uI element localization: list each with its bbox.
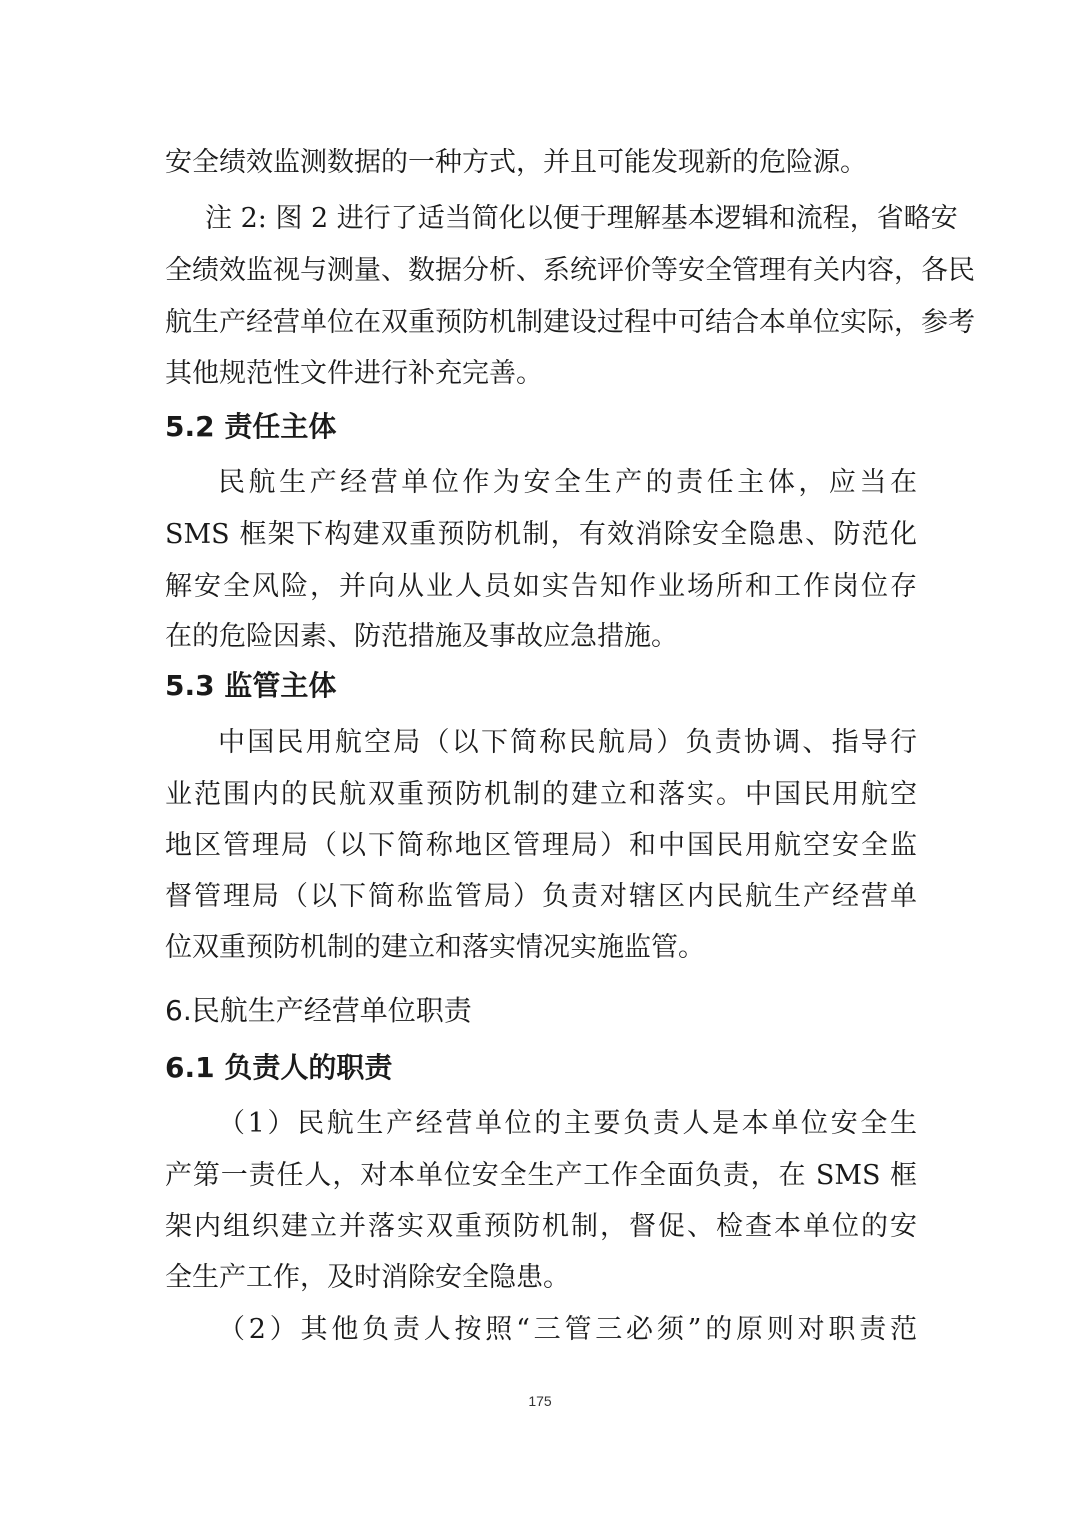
paragraph-line: 地区管理局（以下简称地区管理局）和中国民用航空安全监	[165, 830, 917, 861]
paragraph-line: 民航生产经营单位作为安全生产的责任主体，应当在	[218, 467, 917, 498]
paragraph-line: SMS 框架下构建双重预防机制，有效消除安全隐患、防范化	[165, 519, 917, 550]
paragraph-line: 全生产工作，及时消除安全隐患。	[165, 1262, 570, 1293]
paragraph-line: （1）民航生产经营单位的主要负责人是本单位安全生	[218, 1108, 917, 1139]
paragraph-line: 产第一责任人，对本单位安全生产工作全面负责，在 SMS 框	[165, 1160, 917, 1191]
paragraph-line: 在的危险因素、防范措施及事故应急措施。	[165, 621, 678, 652]
section-heading: 5.3 监管主体	[165, 669, 337, 702]
paragraph-line: 中国民用航空局（以下简称民航局）负责协调、指导行	[218, 727, 917, 758]
paragraph-line: 解安全风险，并向从业人员如实告知作业场所和工作岗位存	[165, 571, 917, 602]
chapter-heading: 6.民航生产经营单位职责	[165, 994, 472, 1027]
note-line: 其他规范性文件进行补充完善。	[165, 358, 543, 389]
paragraph-line: （2）其他负责人按照“三管三必须”的原则对职责范	[218, 1314, 917, 1345]
paragraph-line: 督管理局（以下简称监管局）负责对辖区内民航生产经营单	[165, 881, 917, 912]
section-heading: 5.2 责任主体	[165, 410, 337, 443]
note-line: 注 2: 图 2 进行了适当简化以便于理解基本逻辑和流程，省略安	[205, 203, 958, 234]
page-number: 175	[528, 1393, 552, 1409]
note-line: 航生产经营单位在双重预防机制建设过程中可结合本单位实际，参考	[165, 307, 975, 338]
paragraph-line: 位双重预防机制的建立和落实情况实施监管。	[165, 932, 705, 963]
paragraph-line: 架内组织建立并落实双重预防机制，督促、检查本单位的安	[165, 1211, 917, 1242]
note-line: 全绩效监视与测量、数据分析、系统评价等安全管理有关内容，各民	[165, 255, 975, 286]
section-heading: 6.1 负责人的职责	[165, 1051, 393, 1084]
paragraph-line: 安全绩效监测数据的一种方式，并且可能发现新的危险源。	[165, 147, 867, 178]
paragraph-line: 业范围内的民航双重预防机制的建立和落实。中国民用航空	[165, 779, 917, 810]
